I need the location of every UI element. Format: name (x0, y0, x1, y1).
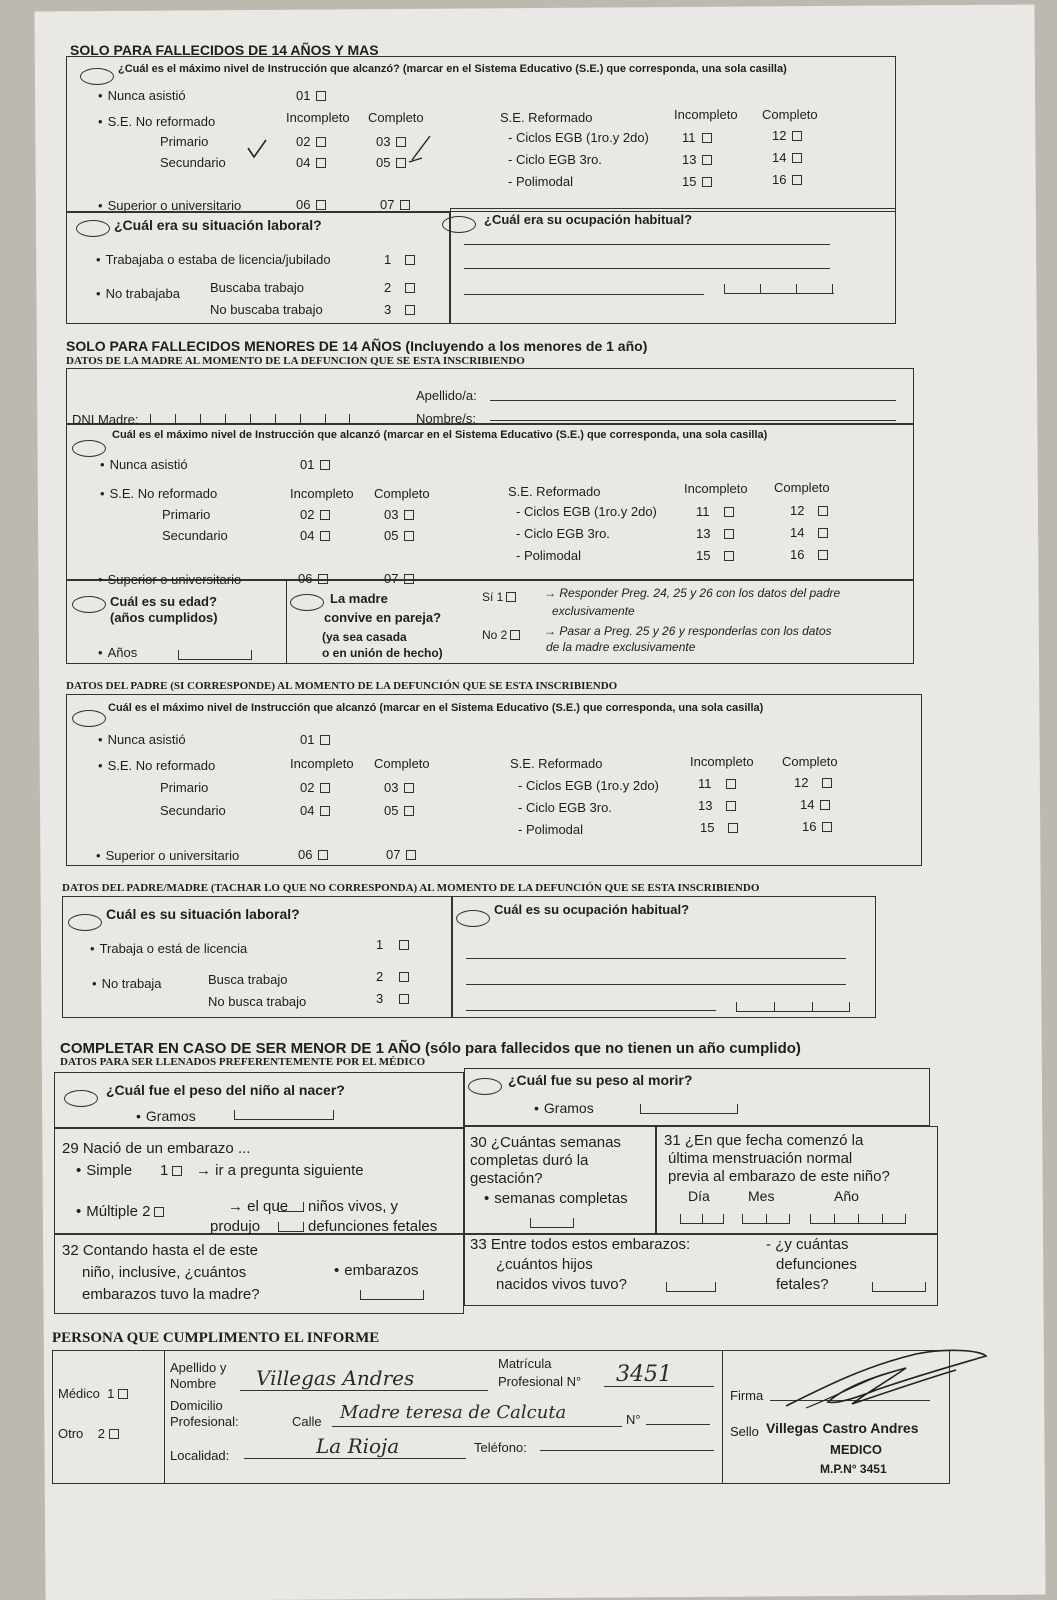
madre-noref: • S.E. No reformado (100, 486, 217, 501)
madre-ref: S.E. Reformado (508, 484, 601, 499)
madre-ref-inc: Incompleto (684, 481, 748, 496)
padre-ref: S.E. Reformado (510, 756, 603, 771)
q33-vivos-input[interactable] (666, 1278, 716, 1292)
ocupacion-code-boxes[interactable] (724, 280, 834, 294)
q30-a: 30 ¿Cuántas semanas (470, 1134, 621, 1151)
persona-telefono-label: Teléfono: (474, 1440, 527, 1455)
padre-c11[interactable]: 11 (698, 776, 736, 791)
q29-simple-check[interactable]: 1 (160, 1162, 182, 1179)
s1-ref: S.E. Reformado (500, 110, 593, 125)
header-menores: SOLO PARA FALLECIDOS MENORES DE 14 AÑOS (Incluyendo a los menores de 1 año) (66, 338, 648, 354)
q29-produjo: produjo (210, 1218, 261, 1235)
peso-morir-input[interactable] (640, 1100, 738, 1114)
madre-instr-box (66, 424, 914, 580)
q31-anio: Año (834, 1188, 859, 1204)
q-oval (72, 596, 106, 613)
q-oval (80, 68, 114, 85)
padre-c12[interactable]: 12 (794, 775, 832, 790)
s1-completo: Completo (368, 110, 424, 125)
convive-1: La madre (330, 591, 388, 606)
q31-b: última menstruación normal (668, 1150, 853, 1167)
madre-inc: Incompleto (290, 486, 354, 501)
divider (164, 1350, 165, 1484)
peso-morir-gramos: • Gramos (534, 1100, 594, 1116)
s1-c15[interactable]: 15 (682, 174, 712, 189)
stamp-mp: M.P.N° 3451 (820, 1462, 887, 1476)
convive-si-text: → Responder Preg. 24, 25 y 26 con los datos del padre (544, 586, 841, 600)
q29-multiple-text: → el que (228, 1198, 289, 1215)
q-oval (442, 216, 476, 233)
madre-c11[interactable]: 11 (696, 504, 734, 519)
madre-nombre-label: Nombre/s: (416, 411, 476, 426)
s1-incompleto: Incompleto (286, 110, 350, 125)
convive-no[interactable]: No 2 (482, 628, 520, 642)
q29-simple: • Simple (76, 1162, 132, 1179)
q31-anio-input[interactable] (810, 1210, 906, 1224)
madre-comp: Completo (374, 486, 430, 501)
s1-ocupacion-q: ¿Cuál era su ocupación habitual? (484, 212, 693, 227)
padre-egb12: - Ciclos EGB (1ro.y 2do) (518, 778, 659, 793)
padre-primario: Primario (160, 780, 209, 795)
s1-c11[interactable]: 11 (682, 130, 712, 145)
madre-edad-q2: (años cumplidos) (110, 610, 218, 625)
convive-si[interactable]: Sí 1 (482, 590, 516, 604)
padre-superior: • Superior o universitario (96, 848, 239, 863)
padre-secundario: Secundario (160, 803, 226, 818)
convive-no-text: → Pasar a Preg. 25 y 26 y responderlas con los datos (544, 624, 832, 638)
madre-egb3: - Ciclo EGB 3ro. (516, 526, 610, 541)
peso-nacer-input[interactable] (234, 1106, 334, 1120)
q31-mes-input[interactable] (742, 1210, 790, 1224)
persona-medico[interactable]: Médico 1 (58, 1386, 128, 1401)
q32-c: embarazos tuvo la madre? (82, 1286, 260, 1303)
ocupacion-line-1[interactable] (464, 244, 830, 245)
persona-profesional-label: Profesional: (170, 1414, 239, 1429)
s1-c14[interactable]: 14 (772, 150, 802, 165)
madre-polimodal: - Polimodal (516, 548, 582, 563)
convive-si-text2: exclusivamente (552, 604, 635, 618)
s1-trabajaba: • Trabajaba o estaba de licencia/jubilado (96, 252, 331, 267)
q33-d: - ¿y cuántas (766, 1236, 849, 1253)
q33-b: ¿cuántos hijos (496, 1256, 593, 1273)
signature-scribble (766, 1346, 996, 1416)
persona-matricula-value: 3451 (616, 1362, 672, 1387)
q29-fetales: defunciones fetales (308, 1218, 438, 1235)
madre-anios: • Años (98, 645, 137, 660)
q33-e: defunciones (776, 1256, 857, 1273)
madre-egb12: - Ciclos EGB (1ro.y 2do) (516, 504, 657, 519)
pm-ocupacion-line-3[interactable] (466, 1010, 716, 1011)
q31-c: previa al embarazo de este niño? (668, 1168, 890, 1185)
s1-c3[interactable]: 3 (384, 302, 415, 317)
s1-secundario: Secundario (160, 155, 226, 170)
madre-c13[interactable]: 13 (696, 526, 734, 541)
persona-section: PERSONA QUE CUMPLIMENTO EL INFORME (52, 1330, 380, 1346)
padre-ref-inc: Incompleto (690, 754, 754, 769)
persona-n-input[interactable] (646, 1424, 710, 1425)
padre-polimodal: - Polimodal (518, 822, 584, 837)
header-menor-1: COMPLETAR EN CASO DE SER MENOR DE 1 AÑO (sólo para fallecidos que no tienen un año cumplido) (60, 1040, 801, 1057)
pm-ocupacion-code-boxes[interactable] (736, 998, 850, 1012)
q-oval (72, 440, 106, 457)
s1-question: ¿Cuál es el máximo nivel de Instrucción que alcanzó? (marcar en el Sistema Educativo (S.E.) que corresponda, una sola casilla) (118, 63, 787, 75)
persona-calle-label: Calle (292, 1414, 322, 1429)
s1-c07[interactable]: 07 (380, 197, 410, 212)
stamp-title: MEDICO (830, 1442, 882, 1457)
padre-question: Cuál es el máximo nivel de Instrucción que alcanzó (marcar en el Sistema Educativo (S.E.) que corresponda, una sola casilla) (108, 702, 764, 714)
padre-nunca: • Nunca asistió (98, 732, 186, 747)
q-oval (290, 594, 324, 611)
q33-fetales-input[interactable] (872, 1278, 926, 1292)
s1-c02[interactable]: 02 (296, 134, 326, 149)
divider (722, 1350, 723, 1484)
pm-busca: Busca trabajo (208, 972, 288, 987)
divider (286, 580, 287, 664)
pm-ocupacion-line-1[interactable] (466, 958, 846, 959)
madre-nunca: • Nunca asistió (100, 457, 188, 472)
madre-c07[interactable]: 07 (384, 571, 414, 586)
s1-c13[interactable]: 13 (682, 152, 712, 167)
ocupacion-line-2[interactable] (464, 268, 830, 269)
header-mayores: SOLO PARA FALLECIDOS DE 14 AÑOS Y MAS (70, 42, 379, 58)
persona-localidad-input[interactable] (244, 1458, 466, 1459)
madre-nombre-input[interactable] (490, 420, 896, 421)
q31-mes: Mes (748, 1188, 775, 1204)
pm-ocupacion-q: Cuál es su ocupación habitual? (494, 902, 690, 917)
s1-egb3: - Ciclo EGB 3ro. (508, 152, 602, 167)
q-oval (72, 710, 106, 727)
s1-ref-comp: Completo (762, 107, 818, 122)
s1-buscaba: Buscaba trabajo (210, 280, 304, 295)
convive-3: (ya sea casada (322, 630, 407, 644)
persona-nombre-label: Nombre (170, 1376, 217, 1391)
s1-c16[interactable]: 16 (772, 172, 802, 187)
persona-telefono-input[interactable] (540, 1450, 714, 1451)
madre-c16[interactable]: 16 (790, 547, 828, 562)
padre-ref-comp: Completo (782, 754, 838, 769)
madre-superior: • Superior o universitario (98, 572, 241, 587)
convive-no-text2: de la madre exclusivamente (546, 640, 696, 654)
persona-nombre-input[interactable] (240, 1390, 488, 1391)
s1-c12[interactable]: 12 (772, 128, 802, 143)
persona-firma-label: Firma (730, 1388, 764, 1403)
persona-sello-label: Sello (730, 1424, 759, 1439)
madre-c06[interactable]: 06 (298, 571, 328, 586)
q33-c: nacidos vivos tuvo? (496, 1276, 627, 1293)
q29-fetales-input[interactable] (278, 1218, 304, 1232)
padre-c07[interactable]: 07 (386, 847, 416, 862)
pm-c3[interactable]: 3 (376, 991, 409, 1006)
padre-c13[interactable]: 13 (698, 798, 736, 813)
q30-semanas-input[interactable] (530, 1214, 574, 1228)
madre-apellido-input[interactable] (490, 400, 896, 401)
s1-laboral-q: ¿Cuál era su situación laboral? (114, 217, 322, 233)
persona-calle-value: Madre teresa de Calcuta (340, 1402, 567, 1423)
madre-c01[interactable]: 01 (300, 457, 330, 472)
q29-multiple[interactable]: • Múltiple 2 (76, 1203, 164, 1220)
padre-c05[interactable]: 05 (384, 803, 414, 818)
q32-a: 32 Contando hasta el de este (62, 1242, 258, 1259)
pm-ocupacion-line-2[interactable] (466, 984, 846, 985)
handwritten-checkmarks (244, 130, 444, 170)
persona-apellido-label: Apellido y (170, 1360, 227, 1375)
padre-egb3: - Ciclo EGB 3ro. (518, 800, 612, 815)
s1-superior: • Superior o universitario (98, 198, 241, 213)
convive-4: o en unión de hecho) (322, 646, 443, 660)
padremadre-section: DATOS DEL PADRE/MADRE (TACHAR LO QUE NO CORRESPONDA) AL MOMENTO DE LA DEFUNCIÓN QUE SE ESTA INSCRIBIENDO (62, 882, 760, 894)
checkbox[interactable] (316, 91, 326, 101)
s1-c1[interactable]: 1 (384, 252, 415, 267)
s1-c03[interactable]: 03 (376, 134, 406, 149)
q29-vivos: niños vivos, y (308, 1198, 399, 1215)
madre-dni-label: DNI Madre: (72, 412, 139, 427)
s1-no-buscaba: No buscaba trabajo (210, 302, 323, 317)
s1-c2[interactable]: 2 (384, 280, 415, 295)
pm-no-busca: No busca trabajo (208, 994, 307, 1009)
madre-question: Cuál es el máximo nivel de Instrucción que alcanzó (marcar en el Sistema Educativo (S.E.) que corresponda, una sola casilla) (112, 429, 768, 441)
q33-f: fetales? (776, 1276, 829, 1293)
padre-comp: Completo (374, 756, 430, 771)
q32-embarazos: • embarazos (334, 1262, 418, 1279)
madre-apellido-label: Apellido/a: (416, 388, 477, 403)
padre-c16[interactable]: 16 (802, 819, 832, 834)
madre-edad-q: Cuál es su edad? (110, 594, 217, 609)
q-oval (76, 220, 110, 237)
persona-matricula-label: Matrícula (498, 1356, 552, 1371)
s1-code-01[interactable]: 01 (296, 88, 326, 103)
s1-no-trabajaba: • No trabajaba (96, 286, 180, 301)
madre-c05[interactable]: 05 (384, 528, 414, 543)
ocupacion-line-3[interactable] (464, 294, 704, 295)
madre-c12[interactable]: 12 (790, 503, 828, 518)
q-oval (68, 914, 102, 931)
q30-semanas: • semanas completas (484, 1190, 628, 1207)
padre-c03[interactable]: 03 (384, 780, 414, 795)
pm-trabaja: • Trabaja o está de licencia (90, 941, 247, 956)
persona-calle-input[interactable] (332, 1426, 622, 1427)
s1-nunca: • Nunca asistió (98, 88, 186, 103)
persona-n-label: N° (626, 1412, 641, 1427)
s1-c06[interactable]: 06 (296, 197, 326, 212)
persona-localidad-label: Localidad: (170, 1448, 230, 1463)
madre-primario: Primario (162, 507, 211, 522)
q29-vivos-input[interactable] (278, 1198, 304, 1212)
q31-dia-input[interactable] (680, 1210, 724, 1224)
q30-c: gestación? (470, 1170, 543, 1187)
q32-b: niño, inclusive, ¿cuántos (82, 1264, 247, 1281)
padre-noref: • S.E. No reformado (98, 758, 215, 773)
madre-c14[interactable]: 14 (790, 525, 828, 540)
padre-section: DATOS DEL PADRE (SI CORRESPONDE) AL MOMENTO DE LA DEFUNCIÓN QUE SE ESTA INSCRIBIENDO (66, 680, 618, 692)
madre-c02[interactable]: 02 (300, 507, 330, 522)
persona-matricula-label2: Profesional N° (498, 1374, 582, 1389)
padre-c01[interactable]: 01 (300, 732, 330, 747)
q-oval (456, 910, 490, 927)
madre-c15[interactable]: 15 (696, 548, 734, 563)
q-oval (468, 1078, 502, 1095)
s1-c05[interactable]: 05 (376, 155, 406, 170)
madre-dni-boxes[interactable] (150, 410, 350, 424)
pm-no-trabaja: • No trabaja (92, 976, 162, 991)
pm-c2[interactable]: 2 (376, 969, 409, 984)
padre-c14[interactable]: 14 (800, 797, 830, 812)
s1-polimodal: - Polimodal (508, 174, 574, 189)
persona-otro[interactable]: Otro 2 (58, 1426, 119, 1441)
menor-section: DATOS PARA SER LLENADOS PREFERENTEMENTE POR EL MÉDICO (60, 1056, 426, 1068)
padre-inc: Incompleto (290, 756, 354, 771)
padre-c15[interactable]: 15 (700, 820, 738, 835)
q-oval (64, 1090, 98, 1107)
madre-c04[interactable]: 04 (300, 528, 330, 543)
s1-primario: Primario (160, 134, 209, 149)
pm-c1[interactable]: 1 (376, 937, 409, 952)
madre-anios-input[interactable] (178, 646, 252, 660)
padre-c06[interactable]: 06 (298, 847, 328, 862)
persona-localidad-value: La Rioja (316, 1434, 400, 1458)
padre-c02[interactable]: 02 (300, 780, 330, 795)
peso-nacer-gramos: • Gramos (136, 1108, 196, 1124)
madre-c03[interactable]: 03 (384, 507, 414, 522)
q29-simple-text: → ir a pregunta siguiente (196, 1162, 364, 1179)
q31-a: 31 ¿En que fecha comenzó la (664, 1132, 864, 1149)
madre-secundario: Secundario (162, 528, 228, 543)
persona-nombre-value: Villegas Andres (256, 1366, 415, 1390)
pm-laboral-q: Cuál es su situación laboral? (106, 906, 300, 922)
stamp-name: Villegas Castro Andres (766, 1420, 919, 1436)
padre-c04[interactable]: 04 (300, 803, 330, 818)
peso-morir-q: ¿Cuál fue su peso al morir? (508, 1072, 693, 1088)
q29-label: 29 Nació de un embarazo ... (62, 1140, 251, 1157)
s1-egb12: - Ciclos EGB (1ro.y 2do) (508, 130, 649, 145)
q33-a: 33 Entre todos estos embarazos: (470, 1236, 691, 1253)
s1-c04[interactable]: 04 (296, 155, 326, 170)
persona-domicilio-label: Domicilio (170, 1398, 223, 1413)
q32-input[interactable] (360, 1286, 424, 1300)
q31-dia: Día (688, 1188, 710, 1204)
s1-ref-inc: Incompleto (674, 107, 738, 122)
peso-nacer-q: ¿Cuál fue el peso del niño al nacer? (106, 1082, 345, 1098)
q30-b: completas duró la (470, 1152, 589, 1169)
convive-2: convive en pareja? (324, 610, 442, 625)
madre-ref-comp: Completo (774, 480, 830, 495)
madre-section: DATOS DE LA MADRE AL MOMENTO DE LA DEFUNCION QUE SE ESTA INSCRIBIENDO (66, 355, 525, 367)
s1-noref: • S.E. No reformado (98, 114, 215, 129)
